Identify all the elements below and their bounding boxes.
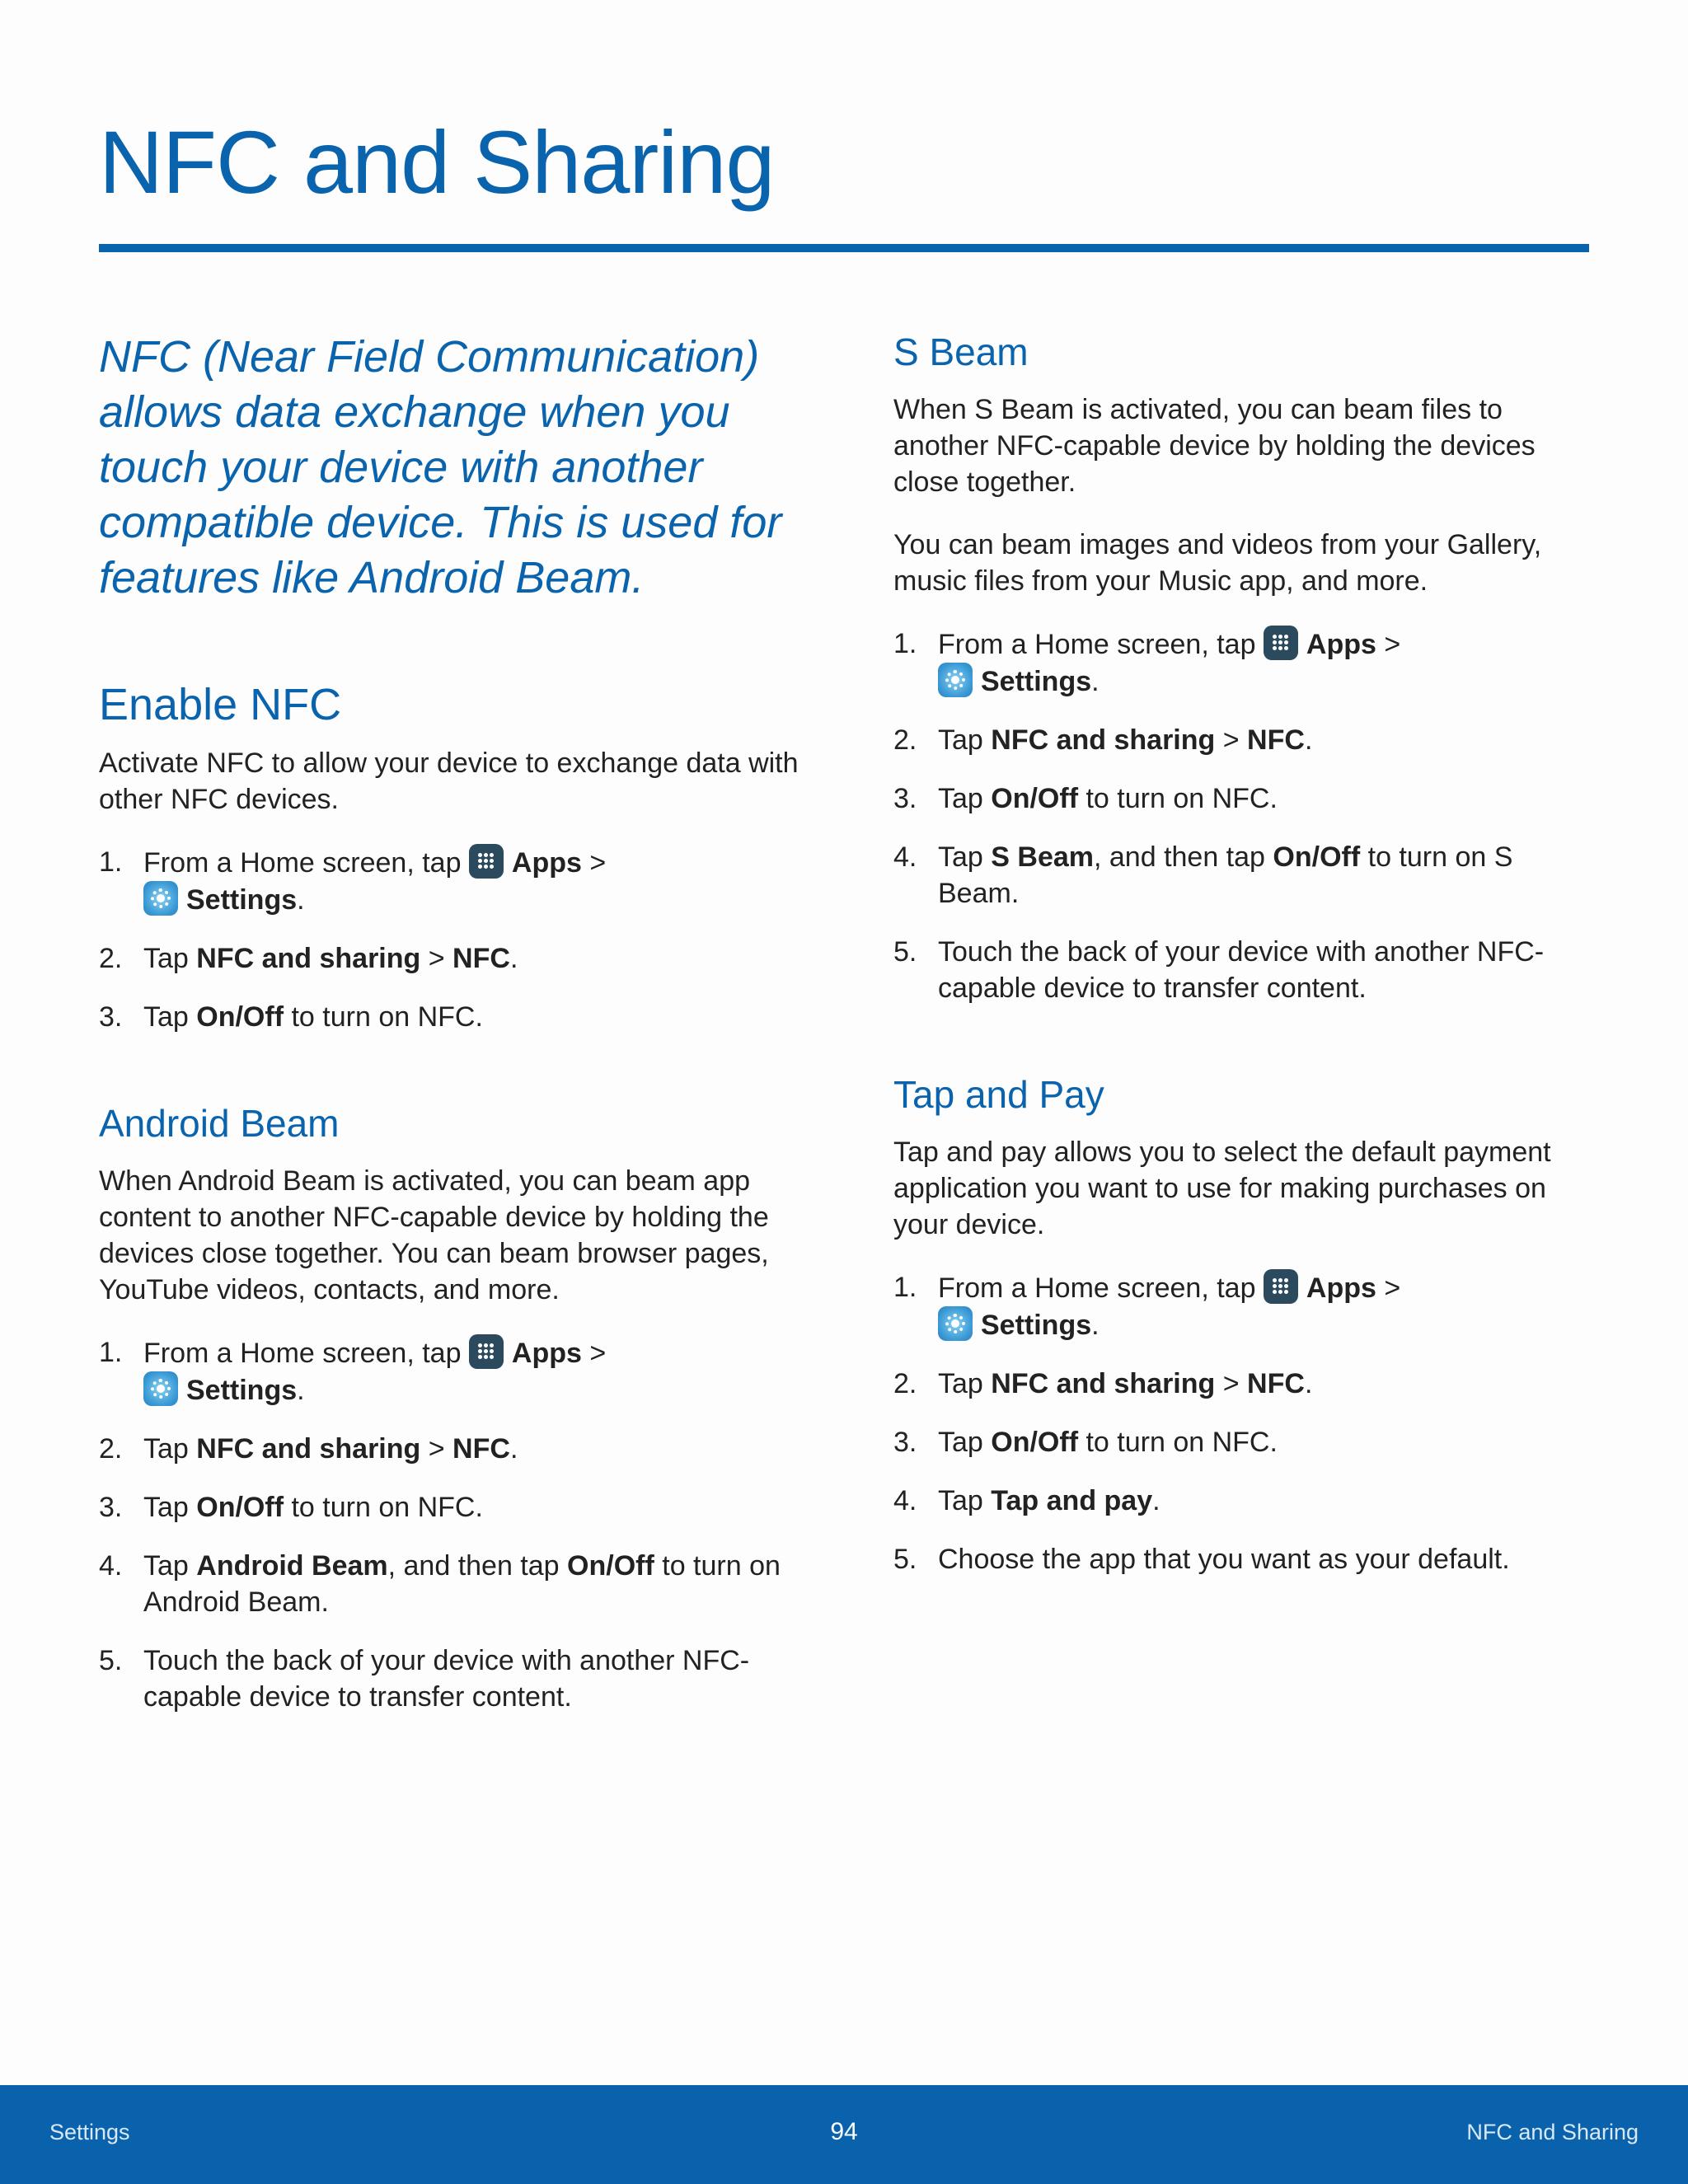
step-number: 3. <box>99 1001 123 1033</box>
step-bold-term: NFC <box>1247 1368 1305 1400</box>
step-text: . <box>1091 1310 1100 1342</box>
step-bold-term: On/Off <box>991 1427 1079 1459</box>
step-text: From a Home screen, tap <box>938 1272 1264 1305</box>
list-item <box>99 1548 808 1620</box>
s-beam-description: When S Beam is activated, you can beam files to another NFC-capable device by holding the devices close together. <box>893 394 1536 499</box>
intro-paragraph: NFC (Near Field Communication) allows data exchange when you touch your device with another compatible device. This is used for features like Android Beam. <box>99 332 782 602</box>
step-bold-term: On/Off <box>196 1001 284 1033</box>
settings-gear-icon <box>143 881 178 916</box>
step-number: 1. <box>893 1272 917 1304</box>
apps-grid-icon <box>469 1334 504 1369</box>
apps-grid-icon <box>1264 626 1298 660</box>
step-text: . <box>509 1432 518 1465</box>
step-number: 3. <box>893 783 917 815</box>
android-beam-steps <box>99 1334 808 1715</box>
step-text: . <box>1152 1485 1160 1517</box>
section-android-beam <box>99 1101 808 1715</box>
step-bold-term: NFC <box>1247 724 1305 757</box>
step-text: Tap <box>938 1427 992 1459</box>
list-item <box>893 1269 1590 1343</box>
step-text: > <box>1215 1368 1248 1400</box>
apps-label: Apps <box>1306 1272 1376 1305</box>
step-text: . <box>1304 1368 1313 1400</box>
step-bold-term: Android Beam <box>196 1549 388 1582</box>
list-item <box>893 839 1590 912</box>
step-text: From a Home screen, tap <box>143 1337 469 1369</box>
step-text: Tap <box>143 1549 197 1582</box>
step-text: Touch the back of your device with another NFC-capable device to transfer content. <box>143 1644 750 1713</box>
step-number: 4. <box>893 841 917 874</box>
step-bold-term: NFC <box>452 942 510 974</box>
list-item <box>99 1489 808 1526</box>
step-text: Touch the back of your device with another NFC-capable device to transfer content. <box>938 936 1545 1005</box>
step-text: . <box>297 883 305 916</box>
apps-grid-icon <box>469 844 504 879</box>
step-bold-term: NFC and sharing <box>196 942 421 974</box>
step-number: 4. <box>893 1485 917 1517</box>
path-separator: > <box>1376 1272 1401 1305</box>
heading-s-beam: S Beam <box>893 330 1029 373</box>
step-number: 2. <box>893 1368 917 1400</box>
step-text: , and then tap <box>1094 841 1273 874</box>
apps-grid-icon <box>1264 1269 1298 1304</box>
list-item <box>99 1431 808 1467</box>
settings-label: Settings <box>186 1374 298 1406</box>
step-bold-term: On/Off <box>991 783 1079 815</box>
heading-enable-nfc: Enable NFC <box>99 680 342 729</box>
step-text: Tap <box>143 942 197 974</box>
list-item <box>893 1483 1590 1519</box>
step-text: Tap <box>938 1485 992 1517</box>
step-number: 5. <box>99 1644 123 1676</box>
step-text: to turn on NFC. <box>1078 1427 1278 1459</box>
step-bold-term: On/Off <box>196 1491 284 1523</box>
settings-label: Settings <box>981 1310 1092 1342</box>
step-bold-term: On/Off <box>1273 841 1361 874</box>
list-item <box>893 780 1590 817</box>
list-item <box>99 844 808 918</box>
step-text: to turn on NFC. <box>284 1491 483 1523</box>
title-divider <box>99 244 1589 252</box>
page-title: NFC and Sharing <box>99 112 775 212</box>
list-item <box>99 940 808 977</box>
apps-label: Apps <box>511 1337 582 1369</box>
step-number: 3. <box>893 1427 917 1459</box>
s-beam-steps <box>893 626 1590 1006</box>
section-enable-nfc <box>99 678 808 1035</box>
path-separator: > <box>581 1337 607 1369</box>
step-number: 1. <box>893 628 917 660</box>
step-number: 1. <box>99 1336 123 1368</box>
list-item <box>99 999 808 1035</box>
step-text: Tap <box>938 841 992 874</box>
settings-label: Settings <box>186 883 298 916</box>
step-text: . <box>1091 666 1100 698</box>
list-item <box>893 626 1590 700</box>
apps-label: Apps <box>1306 629 1376 661</box>
enable-nfc-steps <box>99 844 808 1035</box>
step-text: , and then tap <box>387 1549 568 1582</box>
step-number: 2. <box>99 942 123 974</box>
step-number: 3. <box>99 1491 123 1523</box>
step-number: 2. <box>99 1432 123 1465</box>
step-text: Tap <box>938 724 992 757</box>
list-item <box>893 1424 1590 1460</box>
step-number: 5. <box>893 1544 917 1576</box>
enable-nfc-description: Activate NFC to allow your device to exchange data with other NFC devices. <box>99 747 799 815</box>
section-tap-and-pay <box>893 1072 1590 1577</box>
heading-tap-and-pay: Tap and Pay <box>893 1073 1104 1117</box>
tap-and-pay-description: Tap and pay allows you to select the default payment application you want to use for making purchases on your device. <box>893 1137 1551 1241</box>
path-separator: > <box>1376 629 1401 661</box>
heading-android-beam: Android Beam <box>99 1101 340 1145</box>
settings-gear-icon <box>938 663 973 697</box>
step-bold-term: S Beam <box>991 841 1094 874</box>
settings-label: Settings <box>981 666 1092 698</box>
step-text: to turn on NFC. <box>1078 783 1278 815</box>
page-footer <box>0 2085 1688 2184</box>
step-number: 4. <box>99 1549 123 1582</box>
section-s-beam <box>893 330 1590 1006</box>
footer-chapter-label: NFC and Sharing <box>1466 2120 1639 2144</box>
step-number: 2. <box>893 724 917 757</box>
step-bold-term: NFC <box>452 1432 510 1465</box>
step-text: > <box>420 942 453 974</box>
list-item <box>893 934 1590 1006</box>
step-text: > <box>420 1432 453 1465</box>
step-text: Tap <box>143 1001 197 1033</box>
step-bold-term: Tap and pay <box>991 1485 1153 1517</box>
step-bold-term: On/Off <box>567 1549 654 1582</box>
right-column <box>893 330 1590 1643</box>
step-text: Choose the app that you want as your default. <box>938 1544 1510 1576</box>
step-text: > <box>1215 724 1248 757</box>
tap-and-pay-steps <box>893 1269 1590 1577</box>
step-text: to turn on S Beam. <box>938 841 1513 910</box>
step-text: Tap <box>938 783 992 815</box>
step-text: . <box>509 942 518 974</box>
step-text: . <box>297 1374 305 1406</box>
step-text: From a Home screen, tap <box>143 846 469 879</box>
step-text: Tap <box>938 1368 992 1400</box>
step-bold-term: NFC and sharing <box>991 1368 1216 1400</box>
step-text: . <box>1304 724 1313 757</box>
step-bold-term: NFC and sharing <box>196 1432 421 1465</box>
list-item <box>893 1541 1590 1577</box>
step-bold-term: NFC and sharing <box>991 724 1216 757</box>
android-beam-description: When Android Beam is activated, you can beam app content to another NFC-capable device by holding the devices close together. You can beam browser pages, YouTube videos, contacts, and more. <box>99 1165 769 1305</box>
left-column <box>99 330 808 1781</box>
settings-gear-icon <box>143 1371 178 1406</box>
s-beam-description-2: You can beam images and videos from your Gallery, music files from your Music app, and more. <box>893 529 1542 598</box>
settings-gear-icon <box>938 1306 973 1341</box>
list-item <box>99 1643 808 1715</box>
step-text: From a Home screen, tap <box>938 629 1264 661</box>
list-item <box>893 722 1590 758</box>
apps-label: Apps <box>511 846 582 879</box>
footer-page-number: 94 <box>830 2118 858 2145</box>
list-item <box>99 1334 808 1408</box>
list-item <box>893 1366 1590 1402</box>
step-number: 5. <box>893 936 917 968</box>
step-text: to turn on NFC. <box>284 1001 483 1033</box>
step-number: 1. <box>99 846 123 878</box>
footer-section-label: Settings <box>49 2120 130 2144</box>
step-text: Tap <box>143 1491 197 1523</box>
step-text: to turn on Android Beam. <box>143 1549 781 1618</box>
path-separator: > <box>581 846 607 879</box>
step-text: Tap <box>143 1432 197 1465</box>
